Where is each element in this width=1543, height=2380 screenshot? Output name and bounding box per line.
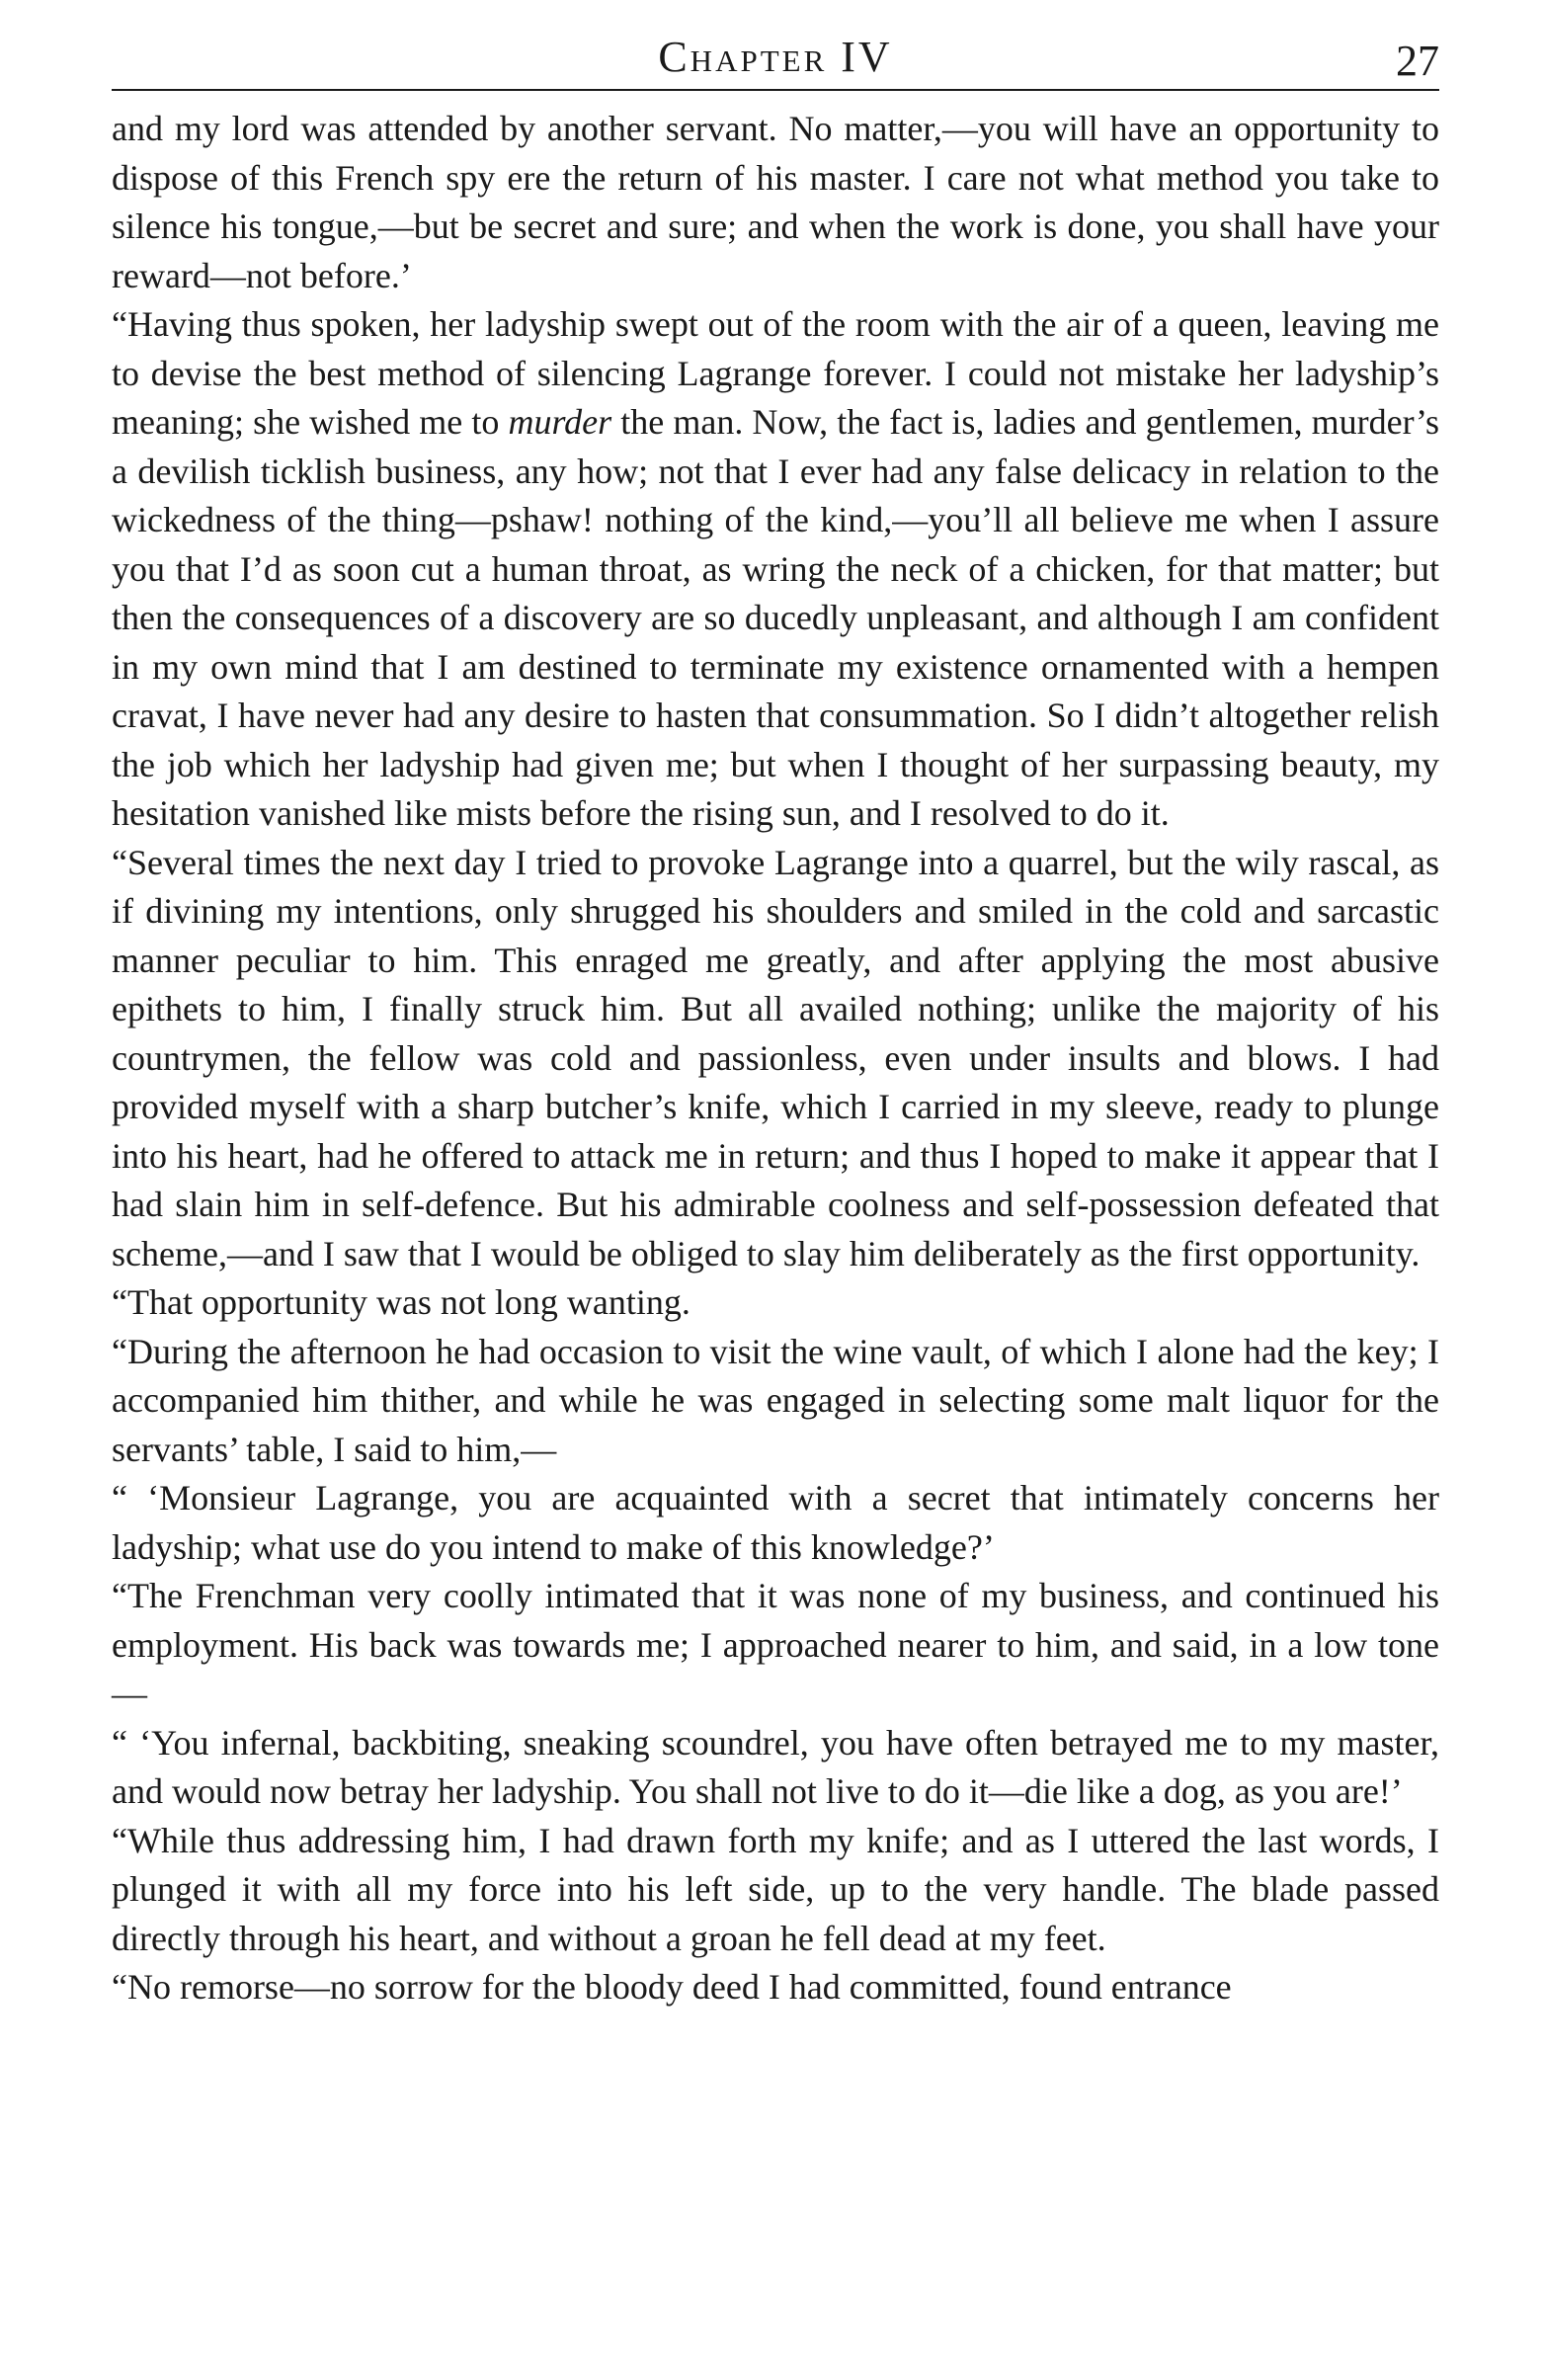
chapter-title: Chapter IV	[658, 33, 893, 81]
paragraph-text: “During the afternoon he had occasion to visit the wine vault, of which I alone had the key; I accompanied him thither, and while he was engaged in selecting some malt liquor for the servants’ table, I said to him,—	[112, 1331, 1439, 1469]
paragraph-text: “ ‘You infernal, backbiting, sneaking scoundrel, you have often betrayed me to my master, and would now betray her ladyship. You shall not live to do it—die like a dog, as you are!’	[112, 1722, 1439, 1811]
paragraph-text: the man. Now, the fact is, ladies and gentlemen, murder’s a devilish ticklish business, any how; not that I ever had any false delicacy in relation to the wickedness of the thing—pshaw! nothing of the kind,—you’ll all believe me when I assure you that I’d as soon cut a human throat, as wring the neck of a chicken, for that matter; but then the consequences of a discovery are so ducedly unpleasant, and although I am confident in my own mind that I am destined to terminate my existence ornamented with a hempen cravat, I have never had any desire to hasten that consummation. So I didn’t altogether relish the job which her ladyship had given me; but when I thought of her surpassing beauty, my hesitation vanished like mists before the rising sun, and I resolved to do it.	[112, 402, 1439, 833]
paragraph	[112, 1719, 1439, 1817]
paragraph	[112, 1963, 1439, 2012]
paragraph-text: “Having thus spoken, her ladyship swept out of the room with the air of a queen, leaving me to devise the best method of silencing Lagrange forever. I could not mistake her ladyship’s meaning; she wished me to	[112, 304, 1439, 442]
paragraph	[112, 105, 1439, 300]
paragraph	[112, 300, 1439, 839]
paragraph	[112, 839, 1439, 1279]
book-page	[112, 28, 1439, 2012]
paragraph-text: “That opportunity was not long wanting.	[112, 1282, 690, 1322]
paragraph-text: “The Frenchman very coolly intimated that it was none of my business, and continued his employment. His back was towards me; I approached nearer to him, and said, in a low tone—	[112, 1576, 1439, 1713]
paragraph-text: “No remorse—no sorrow for the bloody deed I had committed, found entrance	[112, 1967, 1232, 2007]
paragraph-text: “ ‘Monsieur Lagrange, you are acquainted with a secret that intimately concerns her ladyship; what use do you intend to make of this knowledge?’	[112, 1478, 1439, 1567]
page-number: 27	[1396, 37, 1439, 85]
paragraph	[112, 1328, 1439, 1475]
paragraph	[112, 1572, 1439, 1719]
paragraph	[112, 1278, 1439, 1328]
emphasized-word: murder	[508, 402, 612, 442]
paragraph-text: “While thus addressing him, I had drawn forth my knife; and as I uttered the last words, I plunged it with all my force into his left side, up to the very handle. The blade passed directly through his heart, and without a groan he fell dead at my feet.	[112, 1820, 1439, 1958]
body-text	[112, 105, 1439, 2012]
paragraph	[112, 1817, 1439, 1964]
running-header	[112, 28, 1439, 91]
paragraph-text: and my lord was attended by another servant. No matter,—you will have an opportunity to dispose of this French spy ere the return of his master. I care not what method you take to silence his tongue,—but be secret and sure; and when the work is done, you shall have your reward—not before.’	[112, 109, 1439, 295]
paragraph-text: “Several times the next day I tried to provoke Lagrange into a quarrel, but the wily rascal, as if divining my intentions, only shrugged his shoulders and smiled in the cold and sarcastic manner peculiar to him. This enraged me greatly, and after applying the most abusive epithets to him, I finally struck him. But all availed nothing; unlike the majority of his countrymen, the fellow was cold and passionless, even under insults and blows. I had provided myself with a sharp butcher’s knife, which I carried in my sleeve, ready to plunge into his heart, had he offered to attack me in return; and thus I hoped to make it appear that I had slain him in self-defence. But his admirable coolness and self-possession defeated that scheme,—and I saw that I would be obliged to slay him deliberately as the first opportunity.	[112, 842, 1439, 1273]
paragraph	[112, 1474, 1439, 1572]
